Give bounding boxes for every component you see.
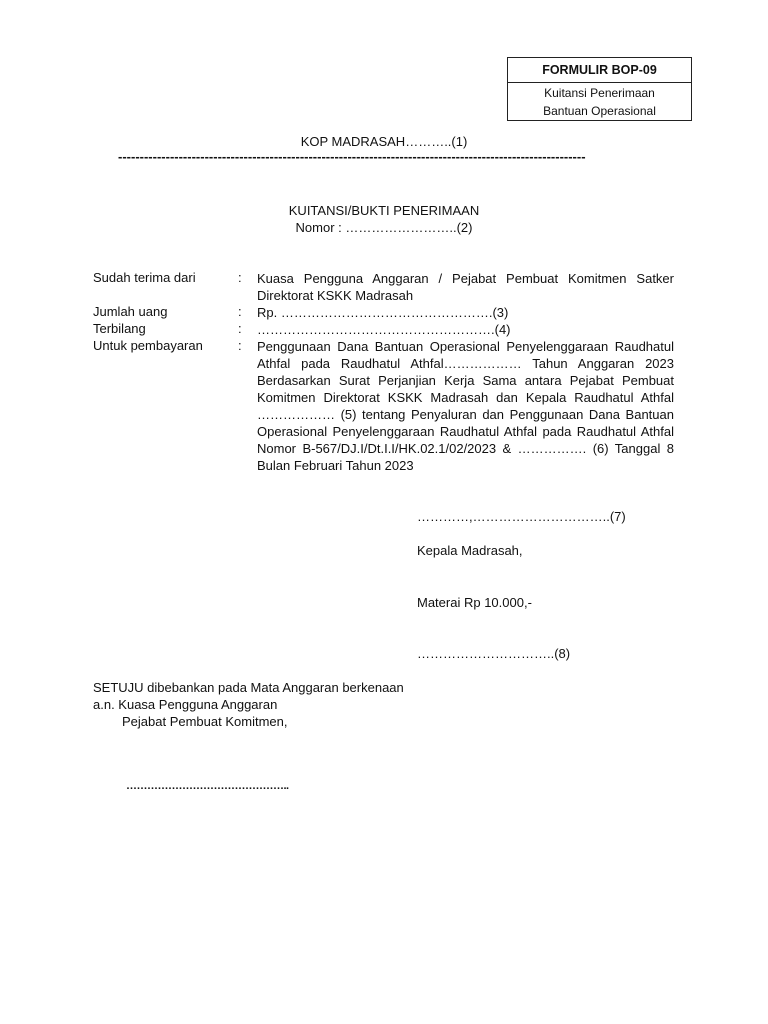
spelled-value: ……………………………………………….(4) xyxy=(257,322,511,337)
amount-label: Jumlah uang xyxy=(93,304,168,319)
approval-name-dots: ……………………………………….. xyxy=(126,780,289,792)
receipt-number: Nomor : ……………………..(2) xyxy=(295,220,473,235)
kop-madrasah: KOP MADRASAH………..(1) xyxy=(300,134,468,149)
form-code-subtitle: Kuitansi Penerimaan Bantuan Operasional xyxy=(543,86,656,118)
form-code-title: FORMULIR BOP-09 xyxy=(508,58,691,83)
spelled-label: Terbilang xyxy=(93,321,146,336)
signature-stamp: Materai Rp 10.000,- xyxy=(417,595,532,610)
purpose-value: Penggunaan Dana Bantuan Operasional Penyelenggaraan Raudhatul Athfal pada Raudhatul Athfal……………… Tahun Anggaran 2023 Berdasarkan Surat Perjanjian Kerja Sama antara Pejabat Pembuat Komitmen Direktorat KSKK Madrasah dan Kepala Raudhatul Athfal ……………… (5) tentang Penyaluran dan Penggunaan Dana Bantuan Operasional Penyelenggaraan Raudhatul Athfal pada Raudhatul Athfal Nomor B-567/DJ.I/Dt.I.I/HK.02.1/02/2023 & ……………. (6) Tanggal 8 Bulan Februari Tahun 2023 xyxy=(257,339,674,473)
amount-value: Rp. ………………………………………….(3) xyxy=(257,305,509,320)
signature-name: …………………………..(8) xyxy=(417,646,571,661)
spelled-colon: : xyxy=(238,321,242,336)
header-separator: ------------------------------------------------------------------------------------------------------------ xyxy=(118,151,586,164)
received-from-value: Kuasa Pengguna Anggaran / Pejabat Pembuat Komitmen Satker Direktorat KSKK Madrasah xyxy=(257,271,674,303)
purpose-label: Untuk pembayaran xyxy=(93,338,203,353)
signature-role: Kepala Madrasah, xyxy=(417,543,523,558)
approval-line-2: a.n. Kuasa Pengguna Anggaran xyxy=(93,697,278,712)
form-code-box xyxy=(507,57,692,121)
approval-line-3: Pejabat Pembuat Komitmen, xyxy=(122,714,288,729)
received-from-colon: : xyxy=(238,270,242,285)
amount-colon: : xyxy=(238,304,242,319)
approval-line-1: SETUJU dibebankan pada Mata Anggaran berkenaan xyxy=(93,680,404,695)
signature-place-date: …………,…………………………..(7) xyxy=(417,509,626,524)
purpose-colon: : xyxy=(238,338,242,353)
received-from-label: Sudah terima dari xyxy=(93,270,196,285)
receipt-title: KUITANSI/BUKTI PENERIMAAN xyxy=(288,203,480,218)
